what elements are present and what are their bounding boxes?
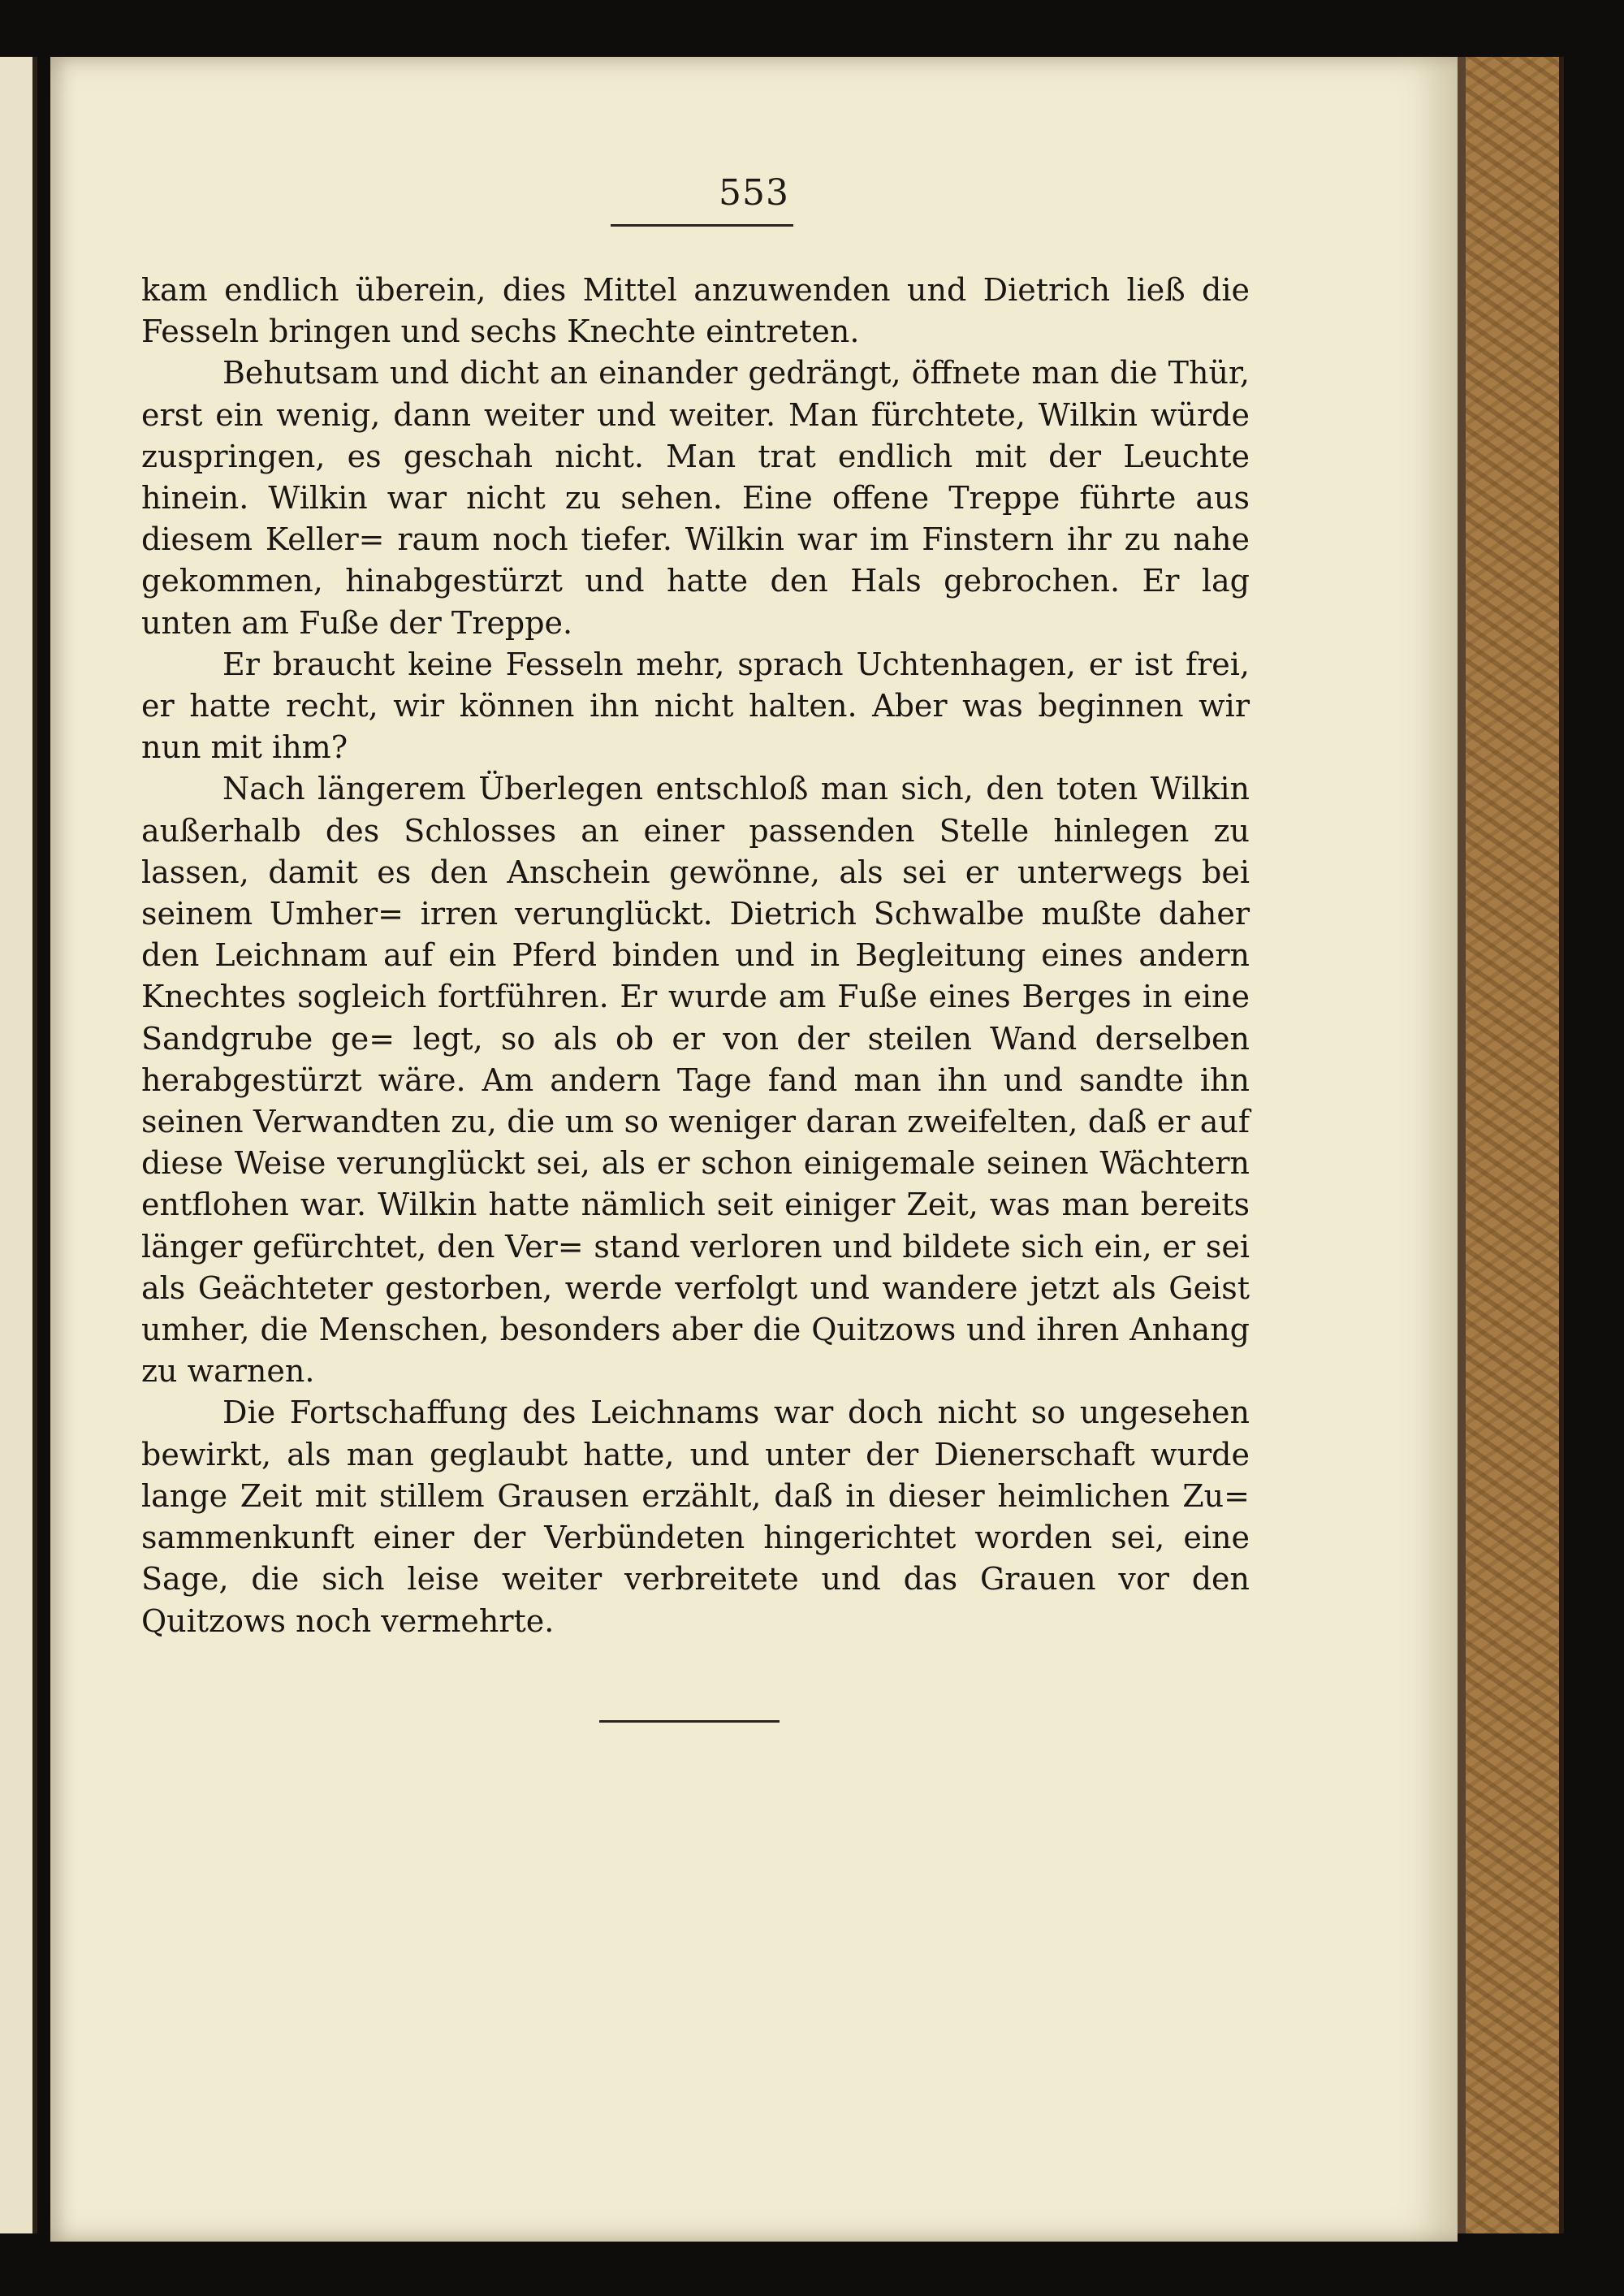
paragraph: Behutsam und dicht an einander gedrängt, öffnete man die Thür, erst ein wenig, dann weiter und weiter. Man fürchtete, Wilkin würde zuspringen, es geschah nicht. Man trat endlich mit der Leuchte hinein. Wilkin war nicht zu sehen. Eine offene Treppe führte aus diesem Keller= raum noch tiefer. Wilkin war im Finstern ihr zu nahe gekommen, hinabgestürzt und hatte den Hals gebrochen. Er lag unten am Fuße der Treppe. xyxy=(141,355,1250,641)
paragraph: Nach längerem Überlegen entschloß man sich, den toten Wilkin außerhalb des Schlosses an einer passenden Stelle hinlegen zu lassen, damit es den Anschein gewönne, als sei er unterwegs bei seinem Umher= irren verunglückt. Dietrich Schwalbe mußte daher den Leichnam auf ein Pferd binden und in Begleitung eines andern Knechtes sogleich fortführen. Er wurde am Fuße eines Berges in eine Sandgrube ge= legt, so als ob er von der steilen Wand derselben herabgestürzt wäre. Am andern Tage fand man ihn und sandte ihn seinen Verwandten zu, die um so weniger daran zweifelten, daß er auf diese Weise verunglückt sei, als er schon einigemale seinen Wächtern entflohen war. Wilkin hatte nämlich seit einiger Zeit, was man bereits länger gefürchtet, den Ver= stand verloren und bildete sich ein, er sei als Geächteter gestorben, werde verfolgt und wandere jetzt als Geist umher, die Menschen, besonders aber die Quitzows und ihren Anhang zu warnen. xyxy=(141,771,1250,1390)
book-page xyxy=(50,57,1458,2242)
page-body xyxy=(141,270,1250,1642)
book-spine-edge xyxy=(1458,57,1564,2233)
paragraph: Er braucht keine Fesseln mehr, sprach Uchtenhagen, er ist frei, er hatte recht, wir können ihn nicht halten. Aber was beginnen wir nun mit ihm? xyxy=(141,646,1250,766)
page-number: 553 xyxy=(719,172,789,214)
paragraph: kam endlich überein, dies Mittel anzuwenden und Dietrich ließ die Fesseln bringen und sechs Knechte eintreten. xyxy=(141,272,1250,350)
section-end-rule xyxy=(599,1720,780,1723)
header-rule xyxy=(611,224,793,227)
adjacent-page-edge xyxy=(0,57,37,2233)
paragraph: Die Fortschaffung des Leichnams war doch nicht so ungesehen bewirkt, als man geglaubt hatte, und unter der Dienerschaft wurde lange Zeit mit stillem Grausen erzählt, daß in dieser heimlichen Zu= sammenkunft einer der Verbündeten hingerichtet worden sei, eine Sage, die sich leise weiter verbreitete und das Grauen vor den Quitzows noch vermehrte. xyxy=(141,1394,1250,1639)
